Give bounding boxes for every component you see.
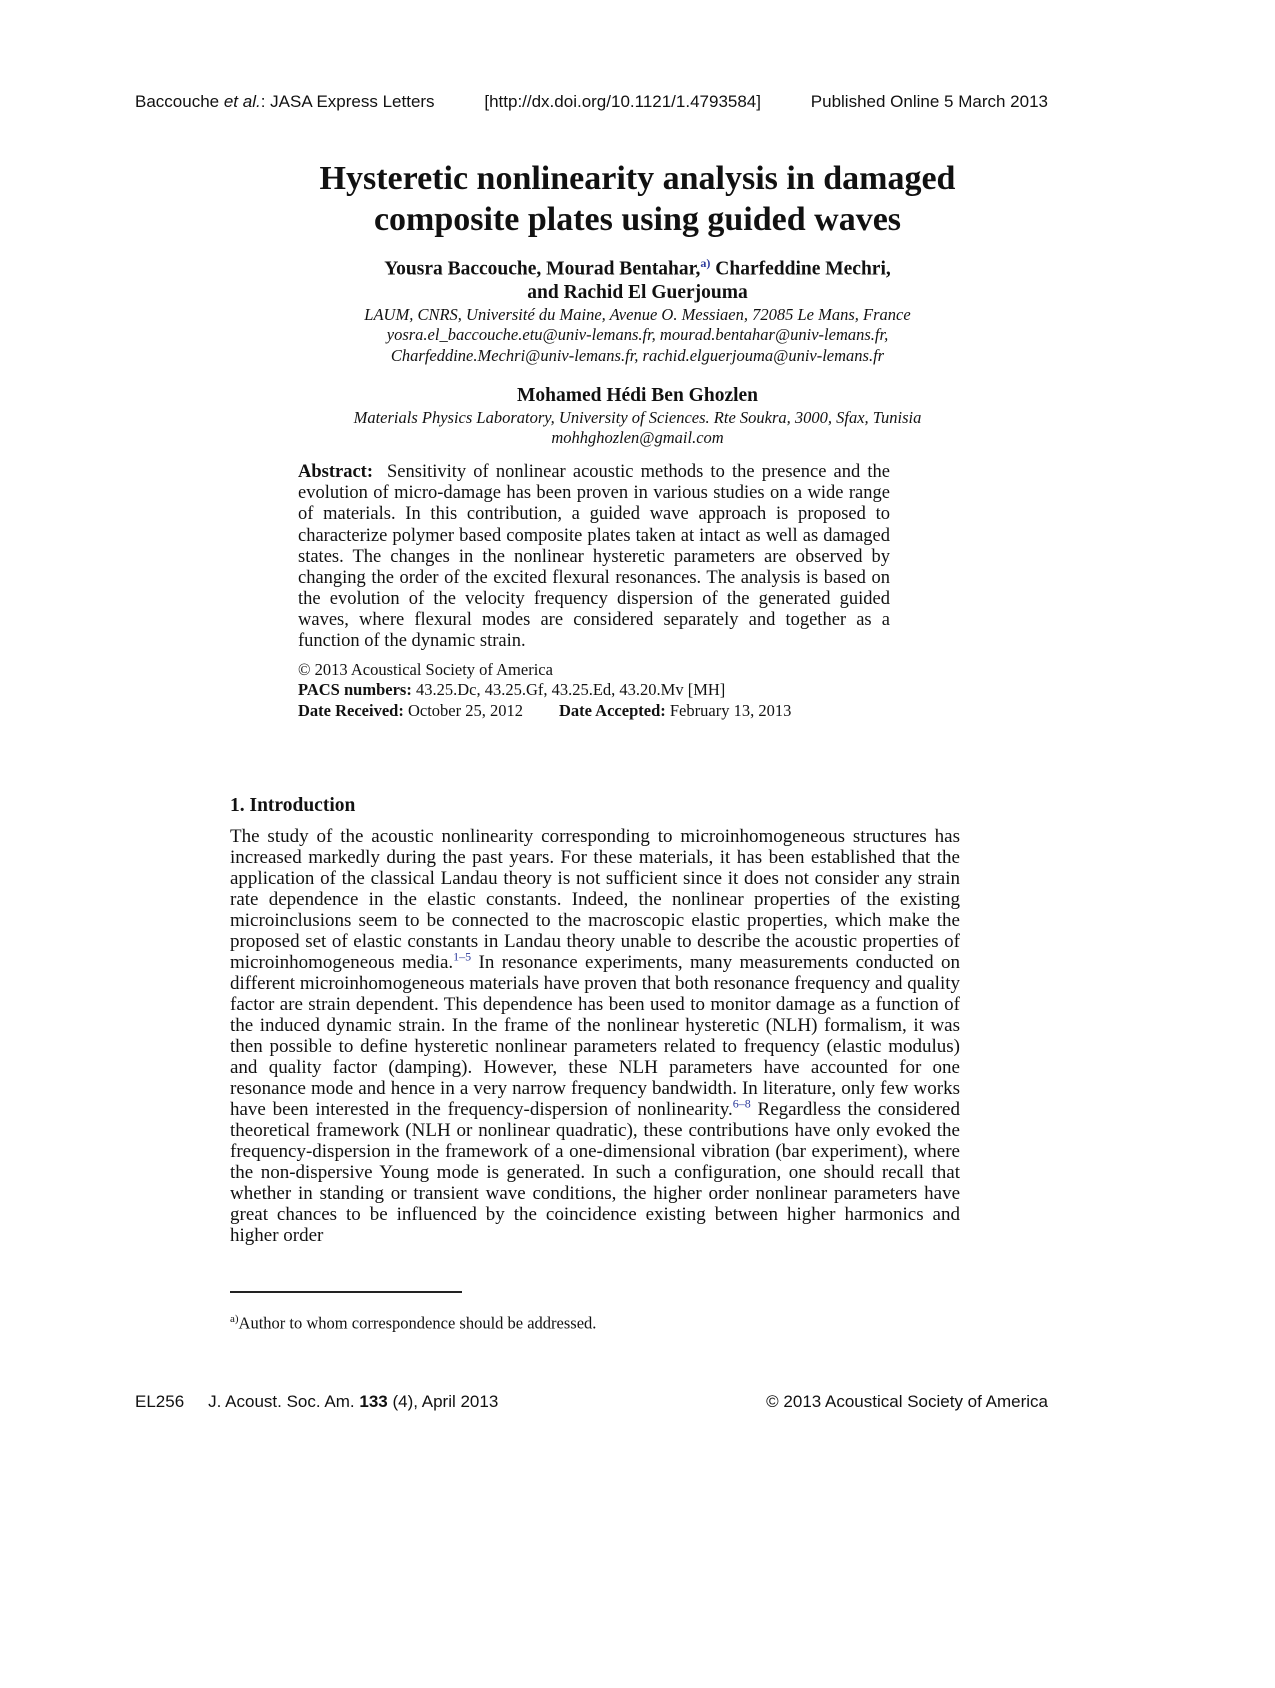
dates-line xyxy=(298,701,890,722)
correspondence-footnote xyxy=(230,1313,960,1334)
footer-journal-pre: J. Acoust. Soc. Am. xyxy=(208,1392,360,1411)
introduction-section xyxy=(230,795,960,1246)
footnote-marker: a) xyxy=(230,1313,239,1325)
author-emails-line-1: yosra.el_baccouche.etu@univ-lemans.fr, mourad.bentahar@univ-lemans.fr, xyxy=(386,325,889,345)
footnote-block xyxy=(230,1291,960,1334)
article-title: Hysteretic nonlinearity analysis in damaged composite plates using guided waves xyxy=(319,160,956,239)
pacs-label: PACS numbers: xyxy=(298,680,412,700)
header-citation-author: Baccouche xyxy=(135,92,224,111)
footnote-text: Author to whom correspondence should be addressed. xyxy=(238,1313,597,1333)
author-emails-line-2: Charfeddine.Mechri@univ-lemans.fr, rachid.elguerjouma@univ-lemans.fr xyxy=(390,345,885,365)
running-header xyxy=(135,92,1048,112)
abstract-copyright: © 2013 Acoustical Society of America xyxy=(298,659,553,679)
abstract-text: Sensitivity of nonlinear acoustic methods to the presence and the evolution of micro-damage has been proven in various studies on a wide range of materials. In this contribution, a guided wave approach is proposed to characterize polymer based composite plates taken at intact as well as damaged states. The changes in the nonlinear hysteretic parameters are observed by changing the order of the excited flexural resonances. The analysis is based on the evolution of the velocity frequency dispersion of the generated guided waves, where flexural modes are considered separately and together as a function of the dynamic strain. xyxy=(298,462,890,652)
author-names-2: Charfeddine Mechri, xyxy=(710,258,891,280)
date-accepted-value: February 13, 2013 xyxy=(665,701,792,721)
intro-text-2: In resonance experiments, many measurements conducted on different microinhomogeneous materials have proven that both resonance frequency and quality factor are strain dependent. This dependence has been used to monitor damage as a function of the induced dynamic strain. In the frame of the nonlinear hysteretic (NLH) formalism, it was then possible to define hysteretic nonlinear parameters related to frequency (elastic modulus) and quality factor (damping). However, these NLH parameters have accounted for one resonance mode and hence in a very narrow frequency bandwidth. In literature, only few works have been interested in the frequency-dispersion of nonlinearity. xyxy=(230,951,960,1120)
header-citation-journal: : JASA Express Letters xyxy=(260,92,435,111)
title-block xyxy=(0,158,1275,241)
affiliation-2: Materials Physics Laboratory, University of Sciences. Rte Soukra, 3000, Sfax, Tunisia xyxy=(353,407,922,427)
page-footer xyxy=(135,1392,1048,1412)
date-accepted-label: Date Accepted: xyxy=(558,701,666,721)
footer-citation xyxy=(135,1392,498,1412)
author-names-1: Yousra Baccouche, Mourad Bentahar, xyxy=(384,258,701,280)
page-number: EL256 xyxy=(135,1392,185,1411)
author-email-3: mohhghozlen@gmail.com xyxy=(551,428,724,448)
intro-text-1: The study of the acoustic nonlinearity corresponding to microinhomogeneous structures has increased markedly during the past years. For these materials, it has been established that the application of the classical Landau theory is not sufficient since it does not consider any strain rate dependence in the elastic constants. Indeed, the nonlinear properties of the existing microinclusions seem to be connected to the macroscopic elastic properties, which make the proposed set of elastic constants in Landau theory unable to describe the acoustic properties of microinhomogeneous media. xyxy=(230,826,960,973)
section-heading-introduction: 1. Introduction xyxy=(230,795,356,816)
footer-volume: 133 xyxy=(359,1392,388,1411)
doi-link[interactable]: [http://dx.doi.org/10.1121/1.4793584] xyxy=(484,92,761,111)
byline-block-2 xyxy=(0,384,1275,448)
author-line-2: and Rachid El Guerjouma xyxy=(527,282,748,304)
reference-link-1-5[interactable]: 1–5 xyxy=(453,949,472,964)
affiliation-1: LAUM, CNRS, Université du Maine, Avenue O. Messiaen, 72085 Le Mans, France xyxy=(364,305,911,325)
date-received-value: October 25, 2012 xyxy=(403,701,523,721)
author-line-1 xyxy=(0,256,1275,281)
header-citation xyxy=(135,92,435,112)
footer-copyright: © 2013 Acoustical Society of America xyxy=(766,1392,1048,1411)
footnote-rule xyxy=(230,1291,462,1293)
header-citation-etal: et al. xyxy=(223,92,261,111)
published-online-date: Published Online 5 March 2013 xyxy=(810,92,1048,111)
author-name-3: Mohamed Hédi Ben Ghozlen xyxy=(516,385,759,406)
intro-text-3: Regardless the considered theoretical framework (NLH or nonlinear quadratic), these contributions have only evoked the frequency-dispersion in the framework of a one-dimensional vibration (bar experiment), where the non-dispersive Young mode is generated. In such a configuration, one should recall that whether in standing or transient wave conditions, the higher order nonlinear parameters have great chances to be influenced by the coincidence existing between higher harmonics and higher order xyxy=(230,1098,960,1246)
pacs-value: 43.25.Dc, 43.25.Gf, 43.25.Ed, 43.20.Mv [MH] xyxy=(411,680,726,700)
reference-link-6-8[interactable]: 6–8 xyxy=(732,1096,751,1111)
abstract-label: Abstract: xyxy=(298,462,374,482)
byline-block xyxy=(0,256,1275,366)
abstract-section xyxy=(298,462,890,722)
introduction-paragraph xyxy=(230,826,960,1246)
abstract-paragraph xyxy=(298,462,890,653)
pacs-line xyxy=(298,680,890,701)
date-received-label: Date Received: xyxy=(298,701,404,721)
author-footnote-link[interactable]: a) xyxy=(700,256,711,270)
footer-journal-post: (4), April 2013 xyxy=(387,1392,499,1411)
